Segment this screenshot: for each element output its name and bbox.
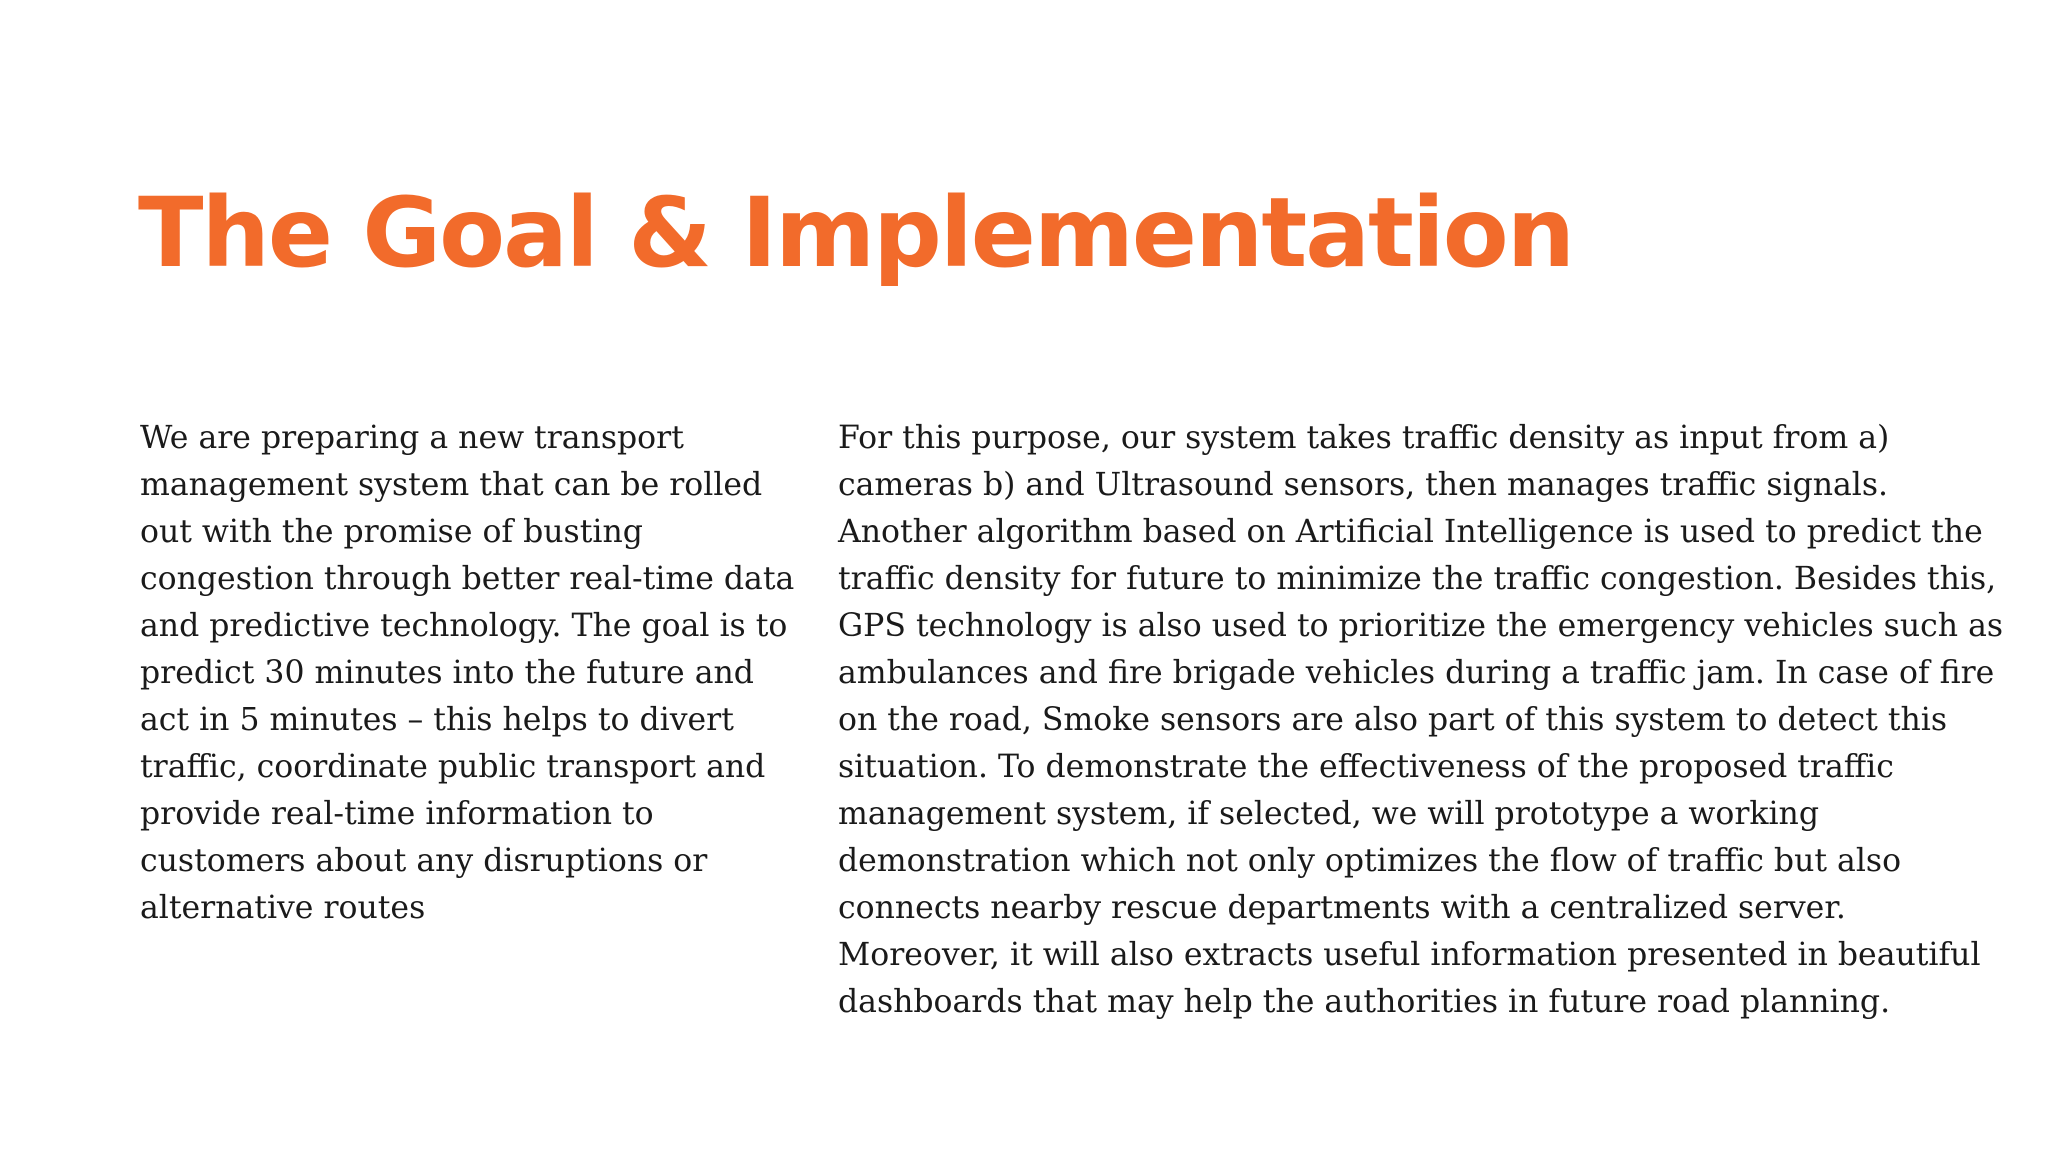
left-text-line: alternative routes [140,890,426,926]
left-text-line: management system that can be rolled [140,467,763,503]
right-text-line: GPS technology is also used to prioritize the emergency vehicles such as [838,608,2004,644]
right-text-column [838,415,2004,1026]
left-text-line: act in 5 minutes – this helps to divert [140,702,734,738]
left-text-line: We are preparing a new transport [140,420,684,456]
right-text-line: ambulances and fire brigade vehicles during a traffic jam. In case of fire [838,655,1995,691]
right-text-line: on the road, Smoke sensors are also part of this system to detect this [838,702,1948,738]
left-text-column [140,415,795,932]
right-text-line: For this purpose, our system takes traffic density as input from a) [838,420,1890,456]
right-text-line: cameras b) and Ultrasound sensors, then manages traffic signals. [838,467,1889,503]
left-text-line: predict 30 minutes into the future and [140,655,754,691]
slide-title: The Goal & Implementation [138,177,1574,289]
right-text-line: Moreover, it will also extracts useful information presented in beautiful [838,937,1981,973]
right-text-line: traffic density for future to minimize the traffic congestion. Besides this, [838,561,1997,597]
left-text-line: and predictive technology. The goal is to [140,608,788,644]
right-text-line: demonstration which not only optimizes the flow of traffic but also [838,843,1902,879]
right-text-line: Another algorithm based on Artificial Intelligence is used to predict the [838,514,1983,550]
left-text-line: customers about any disruptions or [140,843,708,879]
right-text-line: management system, if selected, we will prototype a working [838,796,1820,832]
right-text-line: dashboards that may help the authorities in future road planning. [838,984,1891,1020]
right-text-line: connects nearby rescue departments with a centralized server. [838,890,1846,926]
left-text-line: out with the promise of busting [140,514,643,550]
right-text-line: situation. To demonstrate the effectiveness of the proposed traffic [838,749,1894,785]
left-text-line: congestion through better real-time data [140,561,795,597]
left-text-line: traffic, coordinate public transport and [140,749,766,785]
left-text-line: provide real-time information to [140,796,654,832]
